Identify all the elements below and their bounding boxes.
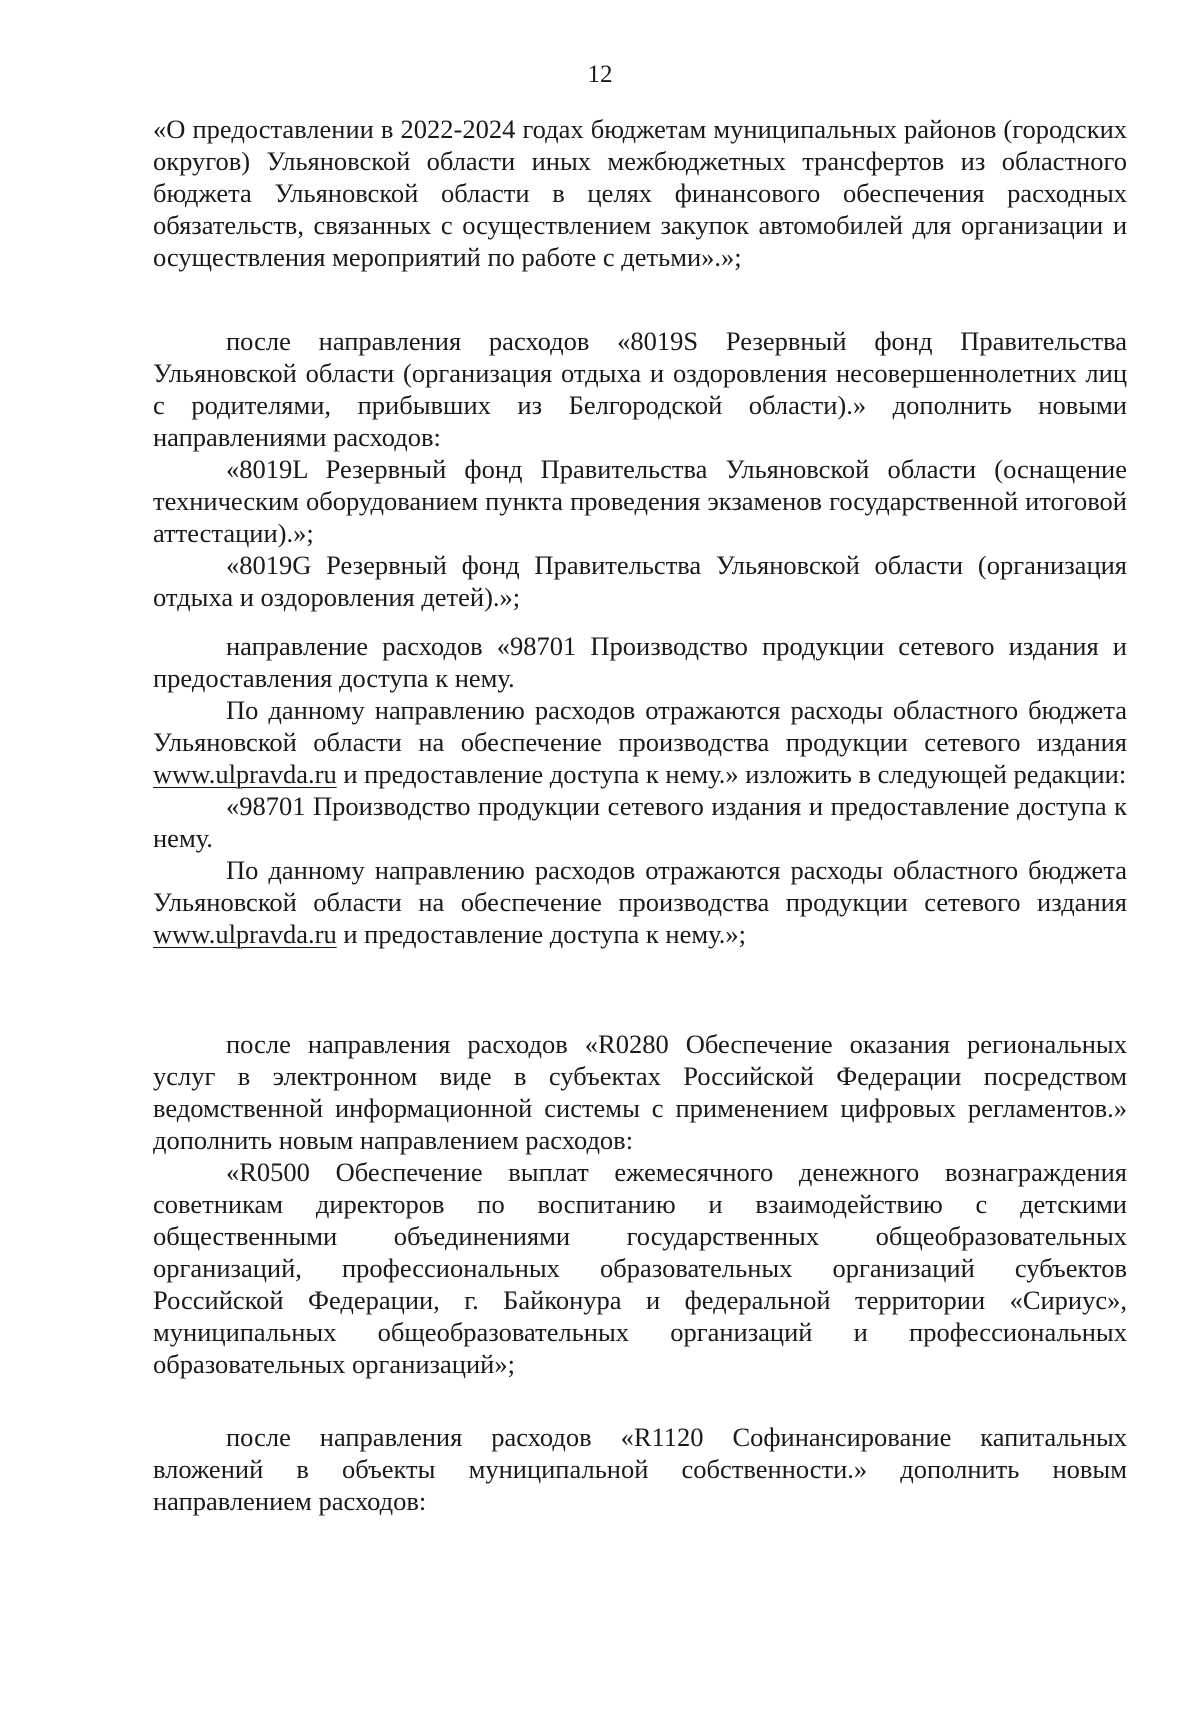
paragraph [153,854,1127,950]
paragraph-block-r1120 [153,1421,1127,1517]
text-run: По данному направлению расходов отражаются расходы областного бюджета Ульяновской области на обеспечение производства продукции сетевого издания [153,855,1127,917]
text-run: По данному направлению расходов отражаются расходы областного бюджета Ульяновской области на обеспечение производства продукции сетевого издания [153,695,1127,757]
paragraph: «О предоставлении в 2022-2024 годах бюджетам муниципальных районов (городских округов) Ульяновской области иных межбюджетных трансфертов из областного бюджета Ульяновской области в целях финансового обеспечения расходных обязательств, связанных с осуществлением закупок автомобилей для организации и осуществления мероприятий по работе с детьми».»; [153,114,1127,272]
paragraph: «98701 Производство продукции сетевого издания и предоставление доступа к нему. [153,791,1127,853]
paragraph [153,694,1127,790]
website-link[interactable]: www.ulpravda.ru [153,759,337,789]
paragraph: «8019G Резервный фонд Правительства Ульяновской области (организация отдыха и оздоровления детей).»; [153,550,1127,612]
paragraph: после направления расходов «R1120 Софинансирование капитальных вложений в объекты муниципальной собственности.» дополнить новым направлением расходов: [153,1422,1127,1516]
paragraph-block-subsidies-title [153,113,1127,273]
paragraph-block-8019 [153,325,1127,613]
text-run: и предоставление доступа к нему.» изложить в следующей редакции: [336,759,1127,789]
paragraph: «R0500 Обеспечение выплат ежемесячного денежного вознаграждения советникам директоров по воспитанию и взаимодействию с детскими общественными объединениями государственных общеобразовательных организаций, профессиональных образовательных организаций субъектов Российской Федерации, г. Байконура и федеральной территории «Сириус», муниципальных общеобразовательных организаций и профессиональных образовательных организаций»; [153,1157,1127,1379]
paragraph: направление расходов «98701 Производство продукции сетевого издания и предоставления доступа к нему. [153,631,1127,693]
paragraph-block-98701 [153,630,1127,950]
paragraph: после направления расходов «R0280 Обеспечение оказания региональных услуг в электронном виде в субъектах Российской Федерации посредством ведомственной информационной системы с применением цифровых регламентов.» дополнить новым направлением расходов: [153,1029,1127,1155]
paragraph: после направления расходов «8019S Резервный фонд Правительства Ульяновской области (организация отдыха и оздоровления несовершеннолетних лиц с родителями, прибывших из Белгородской области).» дополнить новыми направлениями расходов: [153,326,1127,452]
text-run: и предоставление доступа к нему.»; [336,919,746,949]
paragraph: «8019L Резервный фонд Правительства Ульяновской области (оснащение техническим оборудованием пункта проведения экзаменов государственной итоговой аттестации).»; [153,454,1127,548]
page-number: 12 [587,61,613,88]
paragraph-block-r0500 [153,1028,1127,1380]
website-link[interactable]: www.ulpravda.ru [153,919,337,949]
